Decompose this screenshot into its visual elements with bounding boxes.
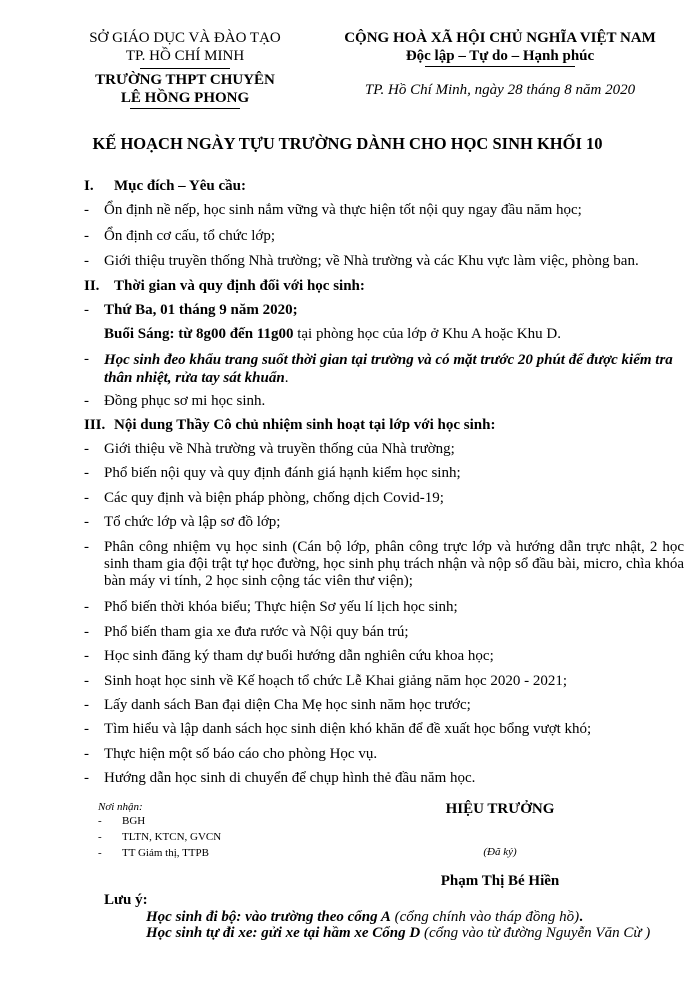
bullet-dash: -: [84, 599, 89, 615]
uniform-rule: Đồng phục sơ mi học sinh.: [104, 393, 266, 409]
list-item: Giới thiệu truyền thống Nhà trường; về Nhà trường và các Khu vực làm việc, phòng ban.: [104, 253, 639, 269]
mask-rule: [104, 351, 684, 387]
session-location: tại phòng học của lớp ở Khu A hoặc Khu D.: [293, 326, 561, 342]
bullet-dash: -: [84, 465, 89, 481]
list-item: Phổ biến thời khóa biểu; Thực hiện Sơ yếu lí lịch học sinh;: [104, 599, 458, 615]
header-left-rule: [140, 68, 230, 69]
list-item: Phân công nhiệm vụ học sinh (Cán bộ lớp, phân công trực lớp và hướng dẫn trực nhật, 2 học sinh tham gia đội trật tự học đường, học sinh phụ trách nhận và nộp sổ đầu bài, micro, chìa khóa bàn máy vi tính, 2 học sinh cộng tác viên thư viện);: [104, 539, 684, 589]
bullet-dash: -: [84, 228, 89, 244]
bullet-dash: -: [84, 202, 89, 218]
bullet-dash: -: [98, 815, 102, 827]
recipients-label: Nơi nhận:: [98, 801, 143, 813]
section-3-heading: [84, 417, 495, 434]
note-walk-paren: (cổng chính vào tháp đồng hồ): [390, 909, 580, 925]
list-item: Ổn định cơ cấu, tổ chức lớp;: [104, 228, 276, 244]
document-date: TP. Hồ Chí Minh, ngày 28 tháng 8 năm 2020: [364, 82, 636, 98]
section-2-title: Thời gian và quy định đối với học sinh:: [114, 278, 365, 294]
event-date: Thứ Ba, 01 tháng 9 năm 2020;: [104, 302, 298, 318]
list-item: Phổ biến tham gia xe đưa rước và Nội quy bán trú;: [104, 624, 409, 640]
bullet-dash: -: [84, 490, 89, 506]
list-item: Các quy định và biện pháp phòng, chống dịch Covid-19;: [104, 490, 444, 506]
session-time: [104, 326, 684, 343]
department-name: SỞ GIÁO DỤC VÀ ĐÀO TẠO: [89, 30, 281, 46]
section-1-number: I.: [84, 178, 94, 194]
list-item: Lấy danh sách Ban đại diện Cha Mẹ học sinh năm học trước;: [104, 697, 471, 713]
bullet-dash: -: [84, 441, 89, 457]
list-item: Phổ biến nội quy và quy định đánh giá hạnh kiểm học sinh;: [104, 465, 461, 481]
bullet-dash: -: [84, 697, 89, 713]
list-item: Học sinh đăng ký tham dự buổi hướng dẫn nghiên cứu khoa học;: [104, 648, 494, 664]
bullet-dash: -: [84, 393, 89, 409]
recipient-item: TLTN, KTCN, GVCN: [122, 831, 222, 843]
list-item: Ổn định nề nếp, học sinh nắm vững và thực hiện tốt nội quy ngay đầu năm học;: [104, 202, 582, 218]
section-3-title: Nội dung Thầy Cô chủ nhiệm sinh hoạt tại lớp với học sinh:: [114, 417, 496, 433]
signature-status: (Đã ký): [483, 846, 517, 858]
signature-title: HIỆU TRƯỞNG: [445, 801, 555, 817]
bullet-dash: -: [84, 770, 89, 786]
mask-rule-text: Học sinh đeo khẩu trang suốt thời gian tại trường và có mặt trước 20 phút để được kiểm tra thân nhiệt, rửa tay sát khuẩn: [104, 352, 673, 386]
motto-underline: [425, 66, 575, 67]
list-item: Sinh hoạt học sinh về Kế hoạch tổ chức Lễ Khai giảng năm học 2020 - 2021;: [104, 673, 568, 689]
bullet-dash: -: [98, 847, 102, 859]
list-item: Hướng dẫn học sinh di chuyển để chụp hình thẻ đầu năm học.: [104, 770, 476, 786]
bullet-dash: -: [84, 539, 89, 555]
note-vehicle: [146, 925, 650, 942]
section-1-title: Mục đích – Yêu cầu:: [114, 178, 246, 194]
bullet-dash: -: [84, 746, 89, 762]
bullet-dash: -: [98, 831, 102, 843]
bullet-dash: -: [84, 648, 89, 664]
recipient-item: TT Giám thị, TTPB: [122, 847, 209, 859]
note-walk-bold: Học sinh đi bộ: vào trường theo cổng A: [146, 909, 391, 925]
bullet-dash: -: [84, 253, 89, 269]
nation-title: CỘNG HOÀ XÃ HỘI CHỦ NGHĨA VIỆT NAM: [344, 30, 656, 46]
section-3-number: III.: [84, 417, 106, 433]
motto: Độc lập – Tự do – Hạnh phúc: [405, 48, 595, 64]
school-name-line1: TRƯỜNG THPT CHUYÊN: [95, 72, 275, 88]
recipient-item: BGH: [122, 815, 146, 827]
bullet-dash: -: [84, 673, 89, 689]
note-vehicle-paren: (cổng vào từ đường Nguyễn Văn Cừ ): [420, 925, 651, 941]
list-item: Giới thiệu về Nhà trường và truyền thống của Nhà trường;: [104, 441, 455, 457]
section-2-heading: [84, 278, 365, 295]
document-title: KẾ HOẠCH NGÀY TỰU TRƯỜNG DÀNH CHO HỌC SINH KHỐI 10: [92, 134, 603, 153]
mask-rule-period: .: [284, 370, 289, 386]
note-walk-period: .: [579, 909, 583, 925]
note-walk: [146, 909, 583, 926]
school-name-line2: LÊ HỒNG PHONG: [120, 90, 250, 106]
bullet-dash: -: [84, 302, 89, 318]
session-time-bold: Buổi Sáng: từ 8g00 đến 11g00: [104, 326, 294, 342]
list-item: Thực hiện một số báo cáo cho phòng Học vụ.: [104, 746, 378, 762]
note-vehicle-bold: Học sinh tự đi xe: gửi xe tại hầm xe Cổng D: [146, 925, 421, 941]
bullet-dash: -: [84, 624, 89, 640]
bullet-dash: -: [84, 351, 89, 367]
list-item: Tổ chức lớp và lập sơ đồ lớp;: [104, 514, 281, 530]
list-item: Tìm hiểu và lập danh sách học sinh diện khó khăn để đề xuất học bổng vượt khó;: [104, 721, 592, 737]
bullet-dash: -: [84, 721, 89, 737]
school-underline: [130, 108, 240, 109]
bullet-dash: -: [84, 514, 89, 530]
note-label: Lưu ý:: [104, 892, 148, 908]
signer-name: Phạm Thị Bé Hiền: [440, 873, 560, 889]
city-name: TP. HỒ CHÍ MINH: [125, 48, 245, 64]
section-2-number: II.: [84, 278, 100, 294]
section-1-heading: [84, 178, 246, 195]
